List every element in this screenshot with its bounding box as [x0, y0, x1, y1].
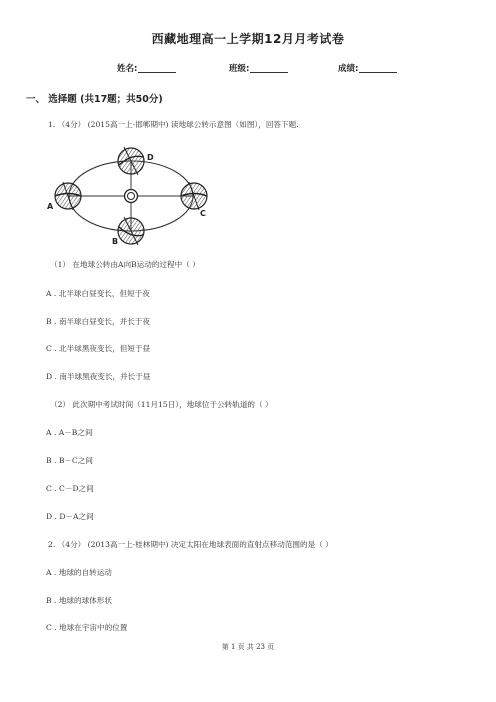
- earth-icon-b: [118, 217, 144, 245]
- sun-icon: [125, 190, 138, 203]
- exam-title: 西藏地理高一上学期12月月考试卷: [151, 32, 345, 46]
- earth-icon-c: [181, 182, 207, 210]
- page-footer: 第 1 页 共 23 页: [221, 643, 275, 651]
- earth-icon-d: [118, 147, 144, 175]
- class-label: 班级:: [229, 64, 250, 74]
- name-blank: [138, 64, 176, 73]
- question-2-option-a[interactable]: A . 地球的自转运动: [46, 568, 112, 577]
- question-1-1-option-d[interactable]: D . 南半球黑夜变长，并长于昼: [46, 372, 151, 381]
- class-field: [229, 62, 288, 74]
- earth-orbit-diagram: [44, 139, 216, 252]
- name-label: 姓名:: [117, 64, 138, 74]
- class-blank: [250, 64, 288, 73]
- question-2-option-c[interactable]: C . 地球在宇宙中的位置: [46, 623, 128, 632]
- earth-icon-a: [55, 182, 81, 210]
- name-field: [117, 62, 176, 74]
- question-1-stem: 1. （4分） (2015高一上·邯郸期中) 读地球公转示意图（如图），回答下题.: [48, 120, 299, 129]
- question-1-1-stem: （1） 在地球公转由A向B运动的过程中（ ）: [50, 260, 200, 269]
- question-1-1-option-c[interactable]: C . 北半球黑夜变长，但短于昼: [46, 344, 151, 353]
- question-1-1-option-a[interactable]: A . 北半球白昼变长，但短于夜: [46, 289, 150, 298]
- question-1-2-option-b[interactable]: B . B－C之间: [46, 456, 93, 465]
- question-2-stem: 2. （4分） (2013高一上·桂林期中) 决定太阳在地球表面的直射点移动范围的是（ ）: [48, 540, 333, 549]
- question-1-2-option-c[interactable]: C . C－D之间: [46, 484, 94, 493]
- label-b: B: [112, 237, 119, 246]
- label-a: A: [47, 202, 54, 211]
- question-1-2-option-d[interactable]: D . D－A之间: [46, 512, 94, 521]
- section-title: 一、 选择题 (共17题；共50分): [26, 94, 163, 105]
- question-1-1-option-b[interactable]: B . 南半球白昼变长，并长于夜: [46, 317, 150, 326]
- question-2-option-b[interactable]: B . 地球的球体形状: [46, 596, 112, 605]
- score-blank: [359, 64, 397, 73]
- label-c: C: [200, 209, 206, 218]
- label-d: D: [147, 153, 154, 162]
- score-field: [338, 62, 397, 74]
- score-label: 成绩:: [338, 64, 359, 74]
- question-1-2-option-a[interactable]: A . A－B之间: [46, 428, 93, 437]
- question-1-2-stem: （2） 此次期中考试时间（11月15日），地球位于公转轨道的（ ）: [50, 400, 273, 409]
